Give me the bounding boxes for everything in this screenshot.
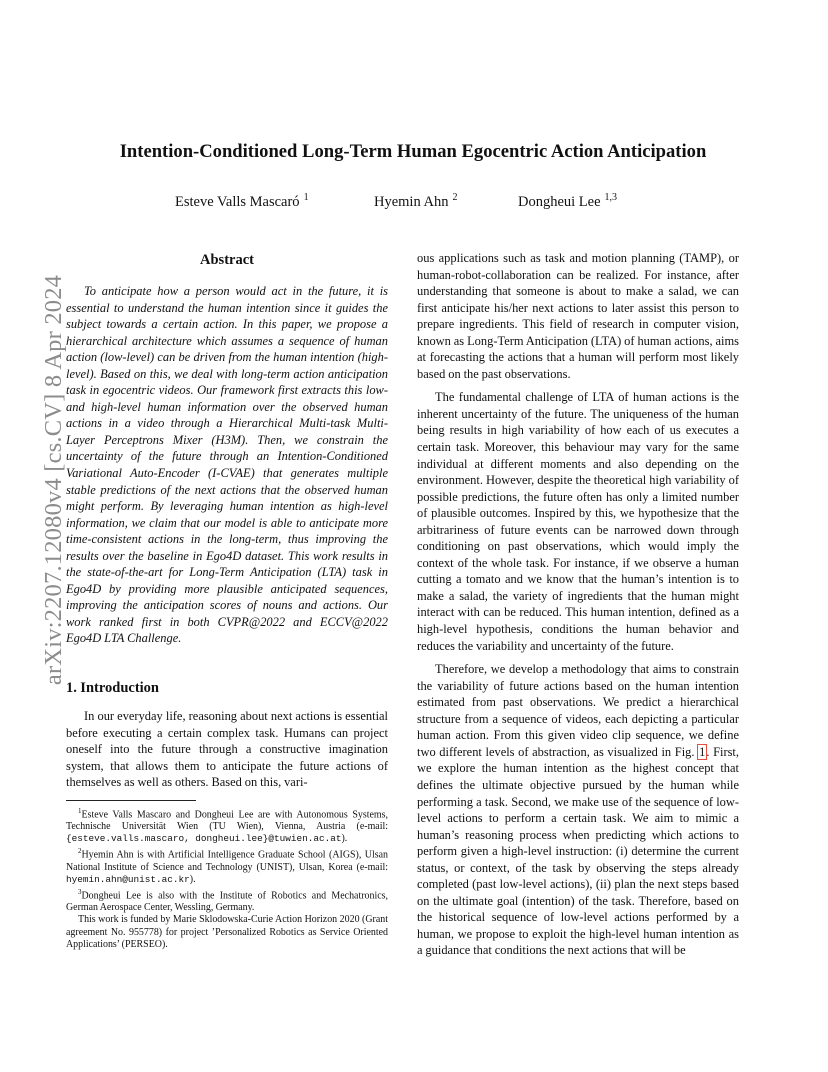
footnote-mark: 2 — [78, 847, 82, 856]
footnote-email[interactable]: hyemin.ahn@unist.ac.kr — [66, 873, 190, 885]
author-affiliation: 2 — [452, 192, 458, 203]
footnotes — [66, 805, 388, 951]
footnote-email[interactable]: {esteve.valls.mascaro, dongheui.lee}@tuwien.ac.at — [66, 833, 342, 845]
author-name: Esteve Valls Mascaró — [175, 194, 300, 210]
paper-title: Intention-Conditioned Long-Term Human Egocentric Action Anticipation — [119, 141, 707, 162]
author-3 — [518, 194, 617, 211]
footnote-mark: 1 — [78, 806, 82, 815]
intro-paragraph-3: Therefore, we develop a methodology that aims to constrain the variability of future actions based on the human intention estimated from past observations. We predict a hierarchical structure from a sequence of videos, each depicting a particular human action. From this given video clip sequence, we define two different levels of abstraction, as visualized in Fig. 1. First, we explore the human intention as the highest concept that defines the ultimate objective pursued by the human while performing a task. Second, we make use of the sequence of low-level actions to perform a certain task. We aim to mimic a human’s reasoning process when predicting which actions to perform given a high-level instruction: (i) determine the current status, or context, of the task by observing the steps already completed (past low-level actions), (ii) plan the next steps based on the ultimate goal (intention) of the task. Therefore, based on the historical sequence of low-level actions performed by a human, we propose to exploit the high-level human intention as a guidance that conditions the next actions that will be — [417, 662, 739, 958]
intro-paragraph-2: The fundamental challenge of LTA of human actions is the inherent uncertainty of the future. The uniqueness of the human being results in high variability of how each of us executes a certain task. Moreover, this behaviour may vary for the same individual at different moments and also depending on the environment. However, despite the theoretical high variability of possible predictions, the future often has only a limited number of plausible outcomes. Inspired by this, we hypothesize that the arbitrariness of future events can be narrowed down through conditioning on past observations, which would imply the context of the whole task. For instance, if we observe a human cutting a tomato and we know that the human’s intention is to make a salad, the variety of ingredients that the human might interact with can be reduced. This human intention, defined as a high-level hypothesis, conditions the human behavior and reduces the variability and uncertainty of the future. — [417, 390, 739, 653]
footnote-2: $^2$Hyemin Ahn is with Artificial Intelligence Graduate School (AIGS), Ulsan National Institute of Science and Technology (UNIST), Ulsan, Korea (e-mail: hyemin.ahn@unist.ac.kr). — [66, 847, 388, 885]
author-affiliation: 1,3 — [604, 192, 618, 203]
author-name: Hyemin Ahn — [374, 194, 449, 210]
author-affiliation: 1 — [303, 192, 309, 203]
right-column — [417, 250, 739, 959]
arxiv-identifier-text: arXiv:2207.12080v4 [cs.CV] 8 Apr 2024 — [40, 274, 67, 686]
footnote-mark: 3 — [78, 887, 82, 896]
abstract-text: To anticipate how a person would act in the future, it is essential to understand the human intention since it guides the subject towards a certain action. In this paper, we propose a hierarchical architecture which assumes a sequence of human action (low-level) can be driven from the human intention (high-level). Based on this, we deal with long-term action anticipation task in egocentric videos. Our framework first extracts this low- and high-level human information over the observed human actions in a video through a Hierarchical Multi-task Multi-Layer Perceptrons Mixer (H3M). Then, we constrain the uncertainty of the future through an Intention-Conditioned Variational Auto-Encoder (I-CVAE) that generates multiple stable predictions of the next actions that the observed human might perform. By leveraging human intention as high-level information, we claim that our model is able to anticipate more time-consistent actions in the long-term, thus improving the results over the baseline in Ego4D dataset. This work results in the state-of-the-art for Long-Term Anticipation (LTA) task in Ego4D by providing more plausible anticipated sequences, improving the anticipation scores of nouns and actions. Our work ranked first in both CVPR@2022 and ECCV@2022 Ego4D LTA Challenge. — [66, 284, 388, 646]
author-name: Dongheui Lee — [518, 194, 601, 210]
author-1 — [175, 194, 309, 211]
footnote-3: $^3$Dongheui Lee is also with the Institute of Robotics and Mechatronics, German Aerospace Center, Wessling, Germany. — [66, 887, 388, 914]
funding-note: This work is funded by Marie Sklodowska-Curie Action Horizon 2020 (Grant agreement No. 955778) for project ’Personalized Robotics as Service Oriented Applications’ (PERSEO). — [66, 914, 388, 950]
intro-paragraph-1: In our everyday life, reasoning about next actions is essential before executing a certain complex task. Humans can project oneself into the future through a constructive imagination system, that allows them to anticipate the future actions of themselves as well as others. Based on this, vari- — [66, 709, 388, 790]
abstract-heading: Abstract — [200, 252, 254, 268]
footnote-1: $^1$Esteve Valls Mascaro and Dongheui Lee are with Autonomous Systems, Technische Universität Wien (TU Wien), Vienna, Austria (e-mail: {esteve.valls.mascaro, dongheui.lee}@tuwien.ac.at). — [66, 806, 388, 845]
left-column — [66, 250, 388, 951]
footnote-divider — [66, 800, 196, 801]
figure-1-link[interactable]: 1 — [699, 744, 706, 759]
introduction-heading: 1. Introduction — [66, 680, 159, 697]
intro-paragraph-1-continued: ous applications such as task and motion planning (TAMP), or human-robot-collaboration can be realized. For instance, after understanding that someone is about to make a salad, we can first anticipate his/her next actions to later assist this person to prepare ingredients. This field of research in computer vision, known as Long-Term Anticipation (LTA) of human actions, aims at forecasting the actions that a human will perform most likely based on the past observations. — [417, 251, 739, 381]
author-2 — [374, 194, 458, 211]
